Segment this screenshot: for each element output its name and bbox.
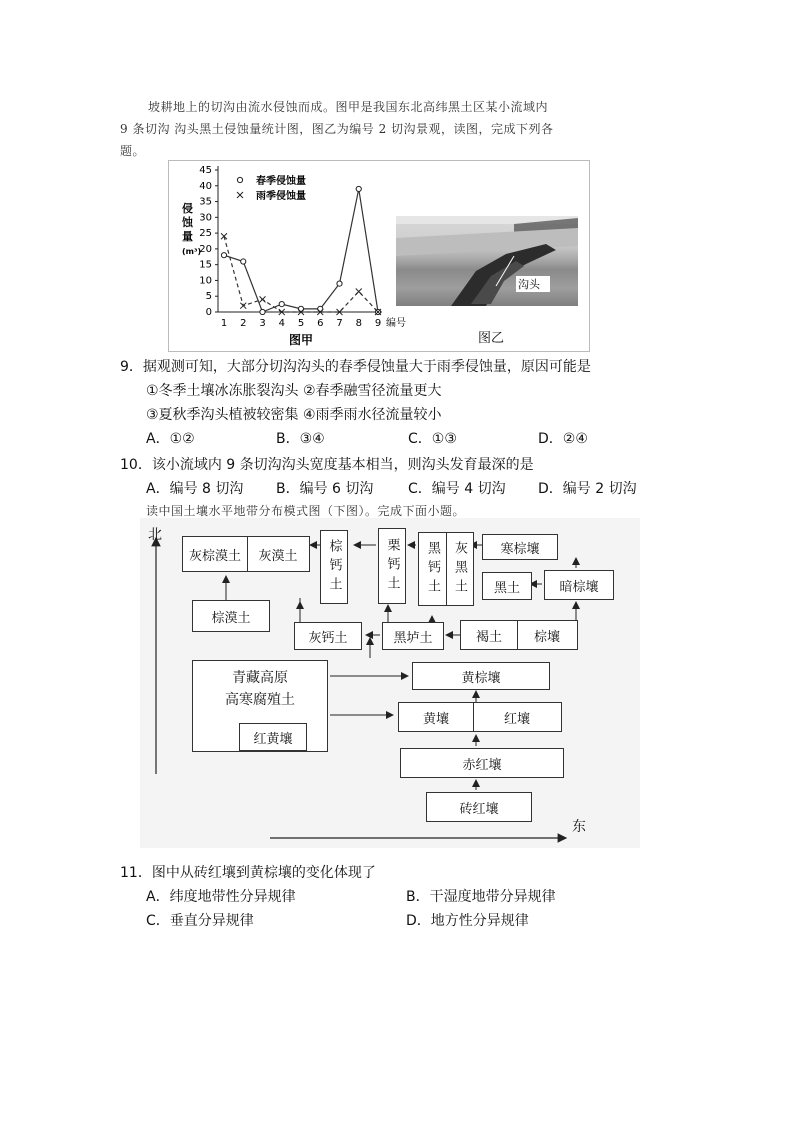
y-tick-label: 25 [199,228,212,240]
q9-statement-2: ③夏秋季沟头植被较密集 ④雨季雨水径流量较小 [146,407,442,423]
q10-option-c[interactable]: C．编号 4 切沟 [408,481,506,497]
x-tick-label: 1 [220,318,228,329]
gully-head-label: 沟头 [518,278,540,291]
spring-point [241,259,246,264]
y-axis-label: 量 [182,230,193,243]
q9-option-a[interactable]: A．①② [146,431,195,447]
spring-point [337,281,342,286]
plateau-name: 青藏高原 [232,670,288,686]
soil-plateau-humus: 高寒腐殖土 [225,692,295,708]
q9-statement-1: ①冬季土壤冰冻胀裂沟头 ②春季融雪径流量更大 [146,383,442,399]
soil-heilu: 黑垆土 [382,622,444,650]
legend-marker-rainy [237,192,243,198]
soil-hongrang: 红壤 [503,711,530,727]
soil-zongrang: 棕壤 [533,629,560,645]
q11-option-b[interactable]: B．干湿度地带分异规律 [406,889,556,905]
x-tick-label: 3 [259,318,266,329]
x-tick-label: 2 [240,318,247,329]
rainy-point [260,296,266,302]
q10-option-a[interactable]: A．编号 8 切沟 [146,481,244,497]
q10-stem: 10．该小流域内 9 条切沟沟头宽度基本相当，则沟头发育最深的是 [120,457,534,473]
y-tick-label: 30 [199,212,212,224]
soil-he: 褐土 [461,621,518,649]
q9-option-c[interactable]: C．①③ [408,431,457,447]
y-tick-label: 10 [199,275,212,287]
spring-point [279,302,284,307]
soil-huangrang: 黄壤 [399,703,474,731]
soil-huangzong: 黄棕壤 [412,662,550,690]
x-tick-label: 5 [297,318,305,329]
x-tick-label: 9 [374,318,382,329]
intro-line-3: 题。 [120,144,146,158]
legend-label-rainy: 雨季侵蚀量 [256,191,306,202]
figure-b-caption: 图乙 [478,331,505,346]
intro2-text: 读中国土壤水平地带分布模式图（下图）。完成下面小题。 [146,504,466,518]
soil-heigai: 黑钙土 [419,533,447,605]
soil-hanzong: 寒棕壤 [482,534,558,560]
soil-anzong: 暗棕壤 [544,570,614,600]
q9-option-d[interactable]: D．②④ [538,431,588,447]
soil-huimo: 灰漠土 [258,548,298,564]
spring-point [221,253,226,258]
chart-title: 图甲 [288,333,314,347]
legend-marker-spring [237,177,242,182]
y-axis-label: 侵 [182,202,193,215]
x-tick-label: 8 [355,318,362,329]
q9-stem: 9．据观测可知，大部分切沟沟头的春季侵蚀量大于雨季侵蚀量，原因可能是 [120,359,591,375]
box-brown-group [460,620,578,650]
q11-option-c[interactable]: C．垂直分异规律 [146,913,254,929]
legend-label-spring: 春季侵蚀量 [256,176,306,187]
soil-huihei: 灰黑土 [452,540,467,598]
q11-option-a[interactable]: A．纬度地带性分异规律 [146,889,296,905]
soil-zonggai: 棕钙土 [320,530,348,604]
spring-point [260,309,265,314]
q9-option-b[interactable]: B．③④ [276,431,325,447]
soil-huigai: 灰钙土 [294,622,362,650]
y-tick-label: 15 [199,259,212,271]
soil-heitu: 黑土 [482,572,532,600]
y-tick-label: 5 [205,291,212,303]
soil-huizongmo: 灰棕漠土 [183,537,248,571]
rainy-erosion-line [224,236,378,312]
y-tick-label: 40 [199,180,212,192]
box-grey-brown-desert [182,536,310,572]
box-black-group [418,532,474,606]
box-plateau [192,660,328,752]
spring-point [356,186,361,191]
soil-ligai: 栗钙土 [378,528,406,604]
gully-photo [396,216,578,306]
intro-line-2: 9 条切沟 沟头黑土侵蚀量统计图，图乙为编号 2 切沟景观，读图，完成下列各 [120,122,554,136]
x-tick-label: 6 [317,318,324,329]
q10-option-b[interactable]: B．编号 6 切沟 [276,481,374,497]
y-tick-label: 0 [205,307,212,318]
y-tick-label: 20 [199,243,212,255]
north-label: 北 [148,527,162,543]
soil-zhuanhong: 砖红壤 [426,792,532,822]
spring-erosion-line [224,189,378,312]
rainy-point [356,288,362,294]
intro-line-1: 坡耕地上的切沟由流水侵蚀而成。图甲是我国东北高纬黑土区某小流域内 [148,100,549,114]
x-tick-label: 4 [278,318,285,329]
y-axis-label: 蚀 [182,216,193,229]
y-tick-label: 45 [199,165,212,176]
east-label: 东 [572,819,586,835]
x-axis-label: 编号 [386,318,406,329]
soil-zongmo: 棕漠土 [192,600,270,632]
soil-chihong: 赤红壤 [400,748,564,778]
q11-option-d[interactable]: D．地方性分异规律 [406,913,529,929]
q10-option-d[interactable]: D．编号 2 切沟 [538,481,637,497]
x-tick-label: 7 [336,318,343,329]
soil-honghuang: 红黄壤 [239,723,307,751]
y-axis-label: (m³) [182,247,202,256]
y-tick-label: 35 [199,196,212,208]
erosion-chart [168,160,406,350]
box-yellow-red [398,702,562,732]
q11-stem: 11．图中从砖红壤到黄棕壤的变化体现了 [120,865,376,881]
